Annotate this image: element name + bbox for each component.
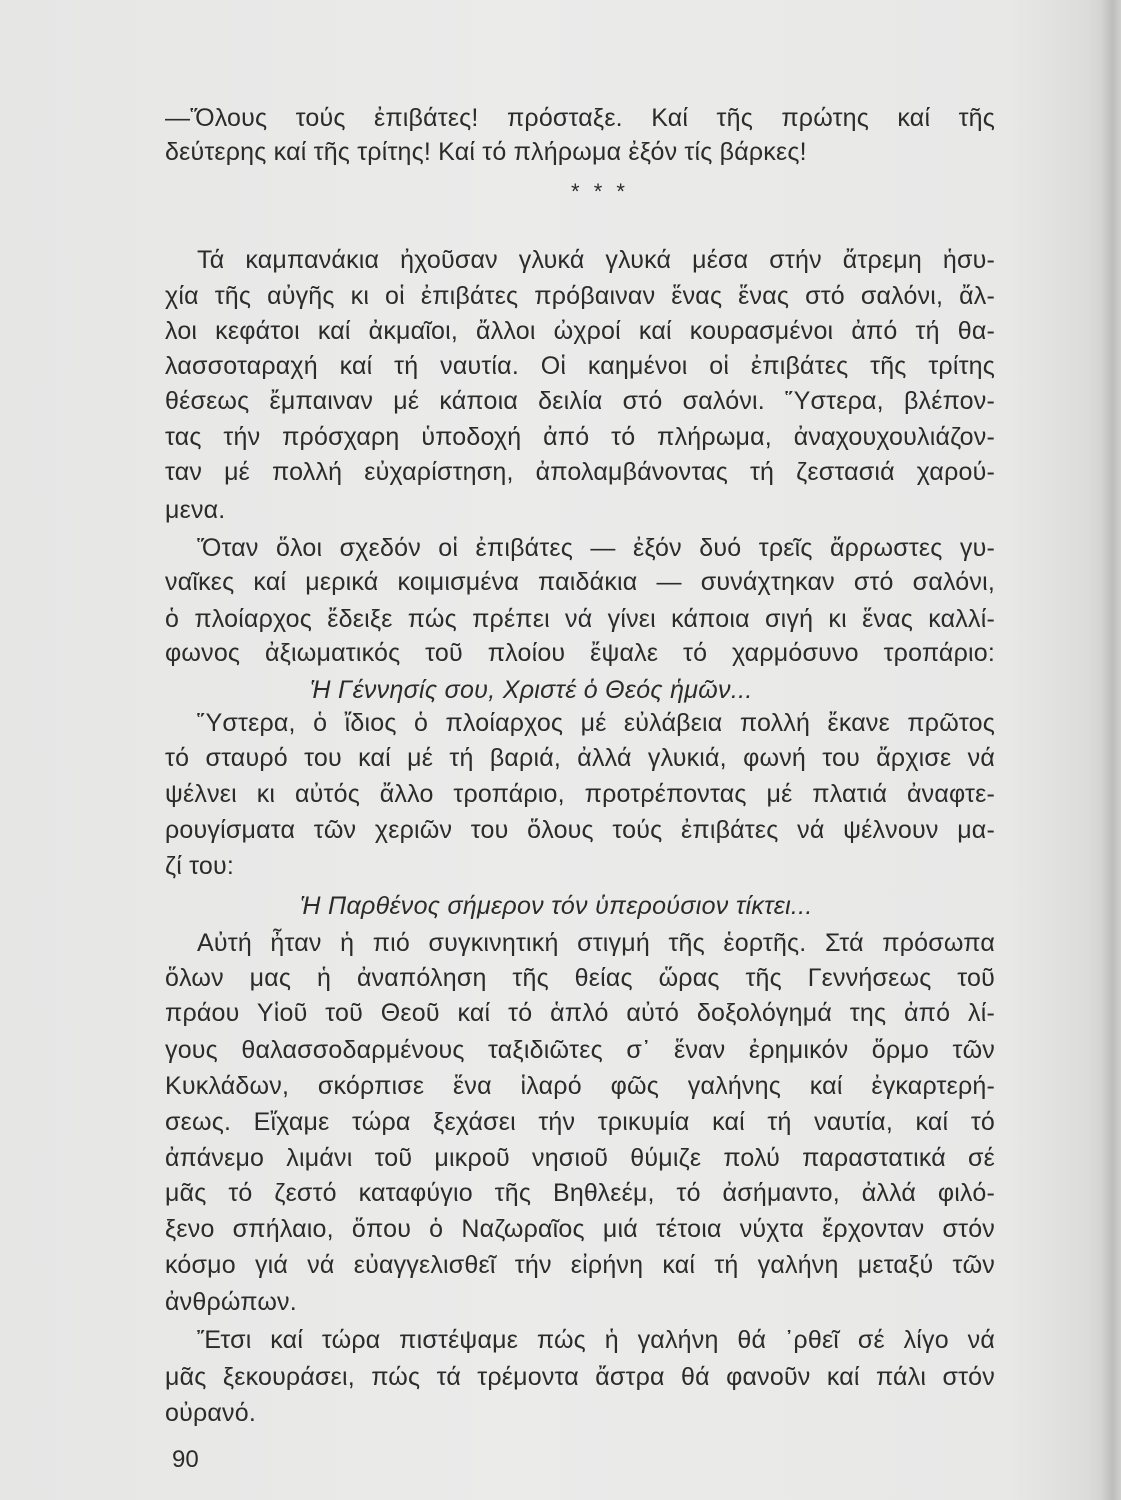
text-line: φωνος ἀξιωματικός τοῦ πλοίου ἔψαλε τό χαρμόσυνο τροπάριο: [165,639,995,667]
text-line: —Ὅλους τούς ἐπιβάτες! πρόσταξε. Καί τῆς πρώτης καί τῆς [165,104,995,132]
text-line: λασσοταραχή καί τή ναυτία. Οἱ καημένοι οἱ ἐπιβάτες τῆς τρίτης [165,352,995,380]
text-line: ζί του: [165,852,234,880]
page-number: 90 [172,1446,199,1473]
text-line: μᾶς τό ζεστό καταφύγιο τῆς Βηθλεέμ, τό ἀσήμαντο, ἀλλά φιλό- [165,1179,995,1207]
text-line: ναῖκες καί μερικά κοιμισμένα παιδάκια — συνάχτηκαν στό σαλόνι, [165,568,995,596]
page-edge-shadow [1100,0,1121,1500]
text-line: ἀπάνεμο λιμάνι τοῦ μικροῦ νησιοῦ θύμιζε πολύ παραστατικά σέ [165,1144,995,1172]
text-line: ρουγίσματα τῶν χεριῶν του ὅλους τούς ἐπιβάτες νά ψέλνουν μα- [165,816,995,844]
text-line: Ὕστερα, ὁ ἴδιος ὁ πλοίαρχος μέ εὐλάβεια πολλή ἔκανε πρῶτος [197,709,995,737]
text-line: μᾶς ξεκουράσει, πώς τά τρέμοντα ἄστρα θά φανοῦν καί πάλι στόν [165,1363,995,1391]
text-line: οὐρανό. [165,1399,256,1427]
text-line: Αὐτή ἦταν ἡ πιό συγκινητική στιγμή τῆς ἑορτῆς. Στά πρόσωπα [197,929,995,957]
text-line: ὁ πλοίαρχος ἔδειξε πώς πρέπει νά γίνει κάποια σιγή κι ἕνας καλλί- [165,605,995,633]
text-line: Τά καμπανάκια ἠχοῦσαν γλυκά γλυκά μέσα στήν ἄτρεμη ἡσυ- [197,246,995,274]
text-line: ψέλνει κι αὐτός ἄλλο τροπάριο, προτρέποντας μέ πλατιά ἀναφτε- [165,780,995,808]
section-separator: * * * [571,179,629,204]
text-line: λοι κεφάτοι καί ἀκμαῖοι, ἄλλοι ὠχροί καί κουρασμένοι ἀπό τή θα- [165,317,995,345]
text-line: τας τήν πρόσχαρη ὑποδοχή ἀπό τό πλήρωμα, ἀναχουχουλιάζον- [165,423,995,451]
text-line: Ἔτσι καί τώρα πιστέψαμε πώς ἡ γαλήνη θά ᾽ρθεῖ σέ λίγο νά [197,1326,995,1354]
hymn-quote: Ἡ Παρθένος σήμερον τόν ὑπερούσιον τίκτει... [300,892,813,920]
text-line: Ὅταν ὅλοι σχεδόν οἱ ἐπιβάτες — ἐξόν δυό τρεῖς ἄρρωστες γυ- [197,534,995,562]
text-line: χία τῆς αὐγῆς κι οἱ ἐπιβάτες πρόβαιναν ἕνας ἕνας στό σαλόνι, ἄλ- [165,282,995,310]
text-line: ταν μέ πολλή εὐχαρίστηση, ἀπολαμβάνοντας τή ζεστασιά χαρού- [165,458,995,486]
text-line: κόσμο γιά νά εὐαγγελισθεῖ τήν εἰρήνη καί τή γαλήνη μεταξύ τῶν [165,1251,995,1279]
text-line: μενα. [165,496,226,524]
text-line: Κυκλάδων, σκόρπισε ἕνα ἱλαρό φῶς γαλήνης καί ἐγκαρτερή- [165,1072,995,1100]
text-line: γους θαλασσοδαρμένους ταξιδιῶτες σ᾽ ἕναν ἐρημικόν ὅρμο τῶν [165,1036,995,1064]
text-line: θέσεως ἔμπαιναν μέ κάποια δειλία στό σαλόνι. Ὕστερα, βλέπον- [165,387,995,415]
text-line: ἀνθρώπων. [165,1288,297,1316]
hymn-quote: Ἡ Γέννησίς σου, Χριστέ ὁ Θεός ἡμῶν... [310,676,753,704]
text-line: πράου Υἱοῦ τοῦ Θεοῦ καί τό ἁπλό αὐτό δοξολόγημά της ἀπό λί- [165,999,995,1027]
text-line: ὅλων μας ἡ ἀναπόληση τῆς θείας ὥρας τῆς Γεννήσεως τοῦ [165,964,995,992]
text-line: τό σταυρό του καί μέ τή βαριά, ἀλλά γλυκιά, φωνή του ἄρχισε νά [165,744,995,772]
text-line: δεύτερης καί τῆς τρίτης! Καί τό πλήρωμα ἐξόν τίς βάρκες! [165,138,807,166]
text-line: ξενο σπήλαιο, ὅπου ὁ Ναζωραῖος μιά τέτοια νύχτα ἔρχονταν στόν [165,1215,995,1243]
text-line: σεως. Εἴχαμε τώρα ξεχάσει τήν τρικυμία καί τή ναυτία, καί τό [165,1108,995,1136]
